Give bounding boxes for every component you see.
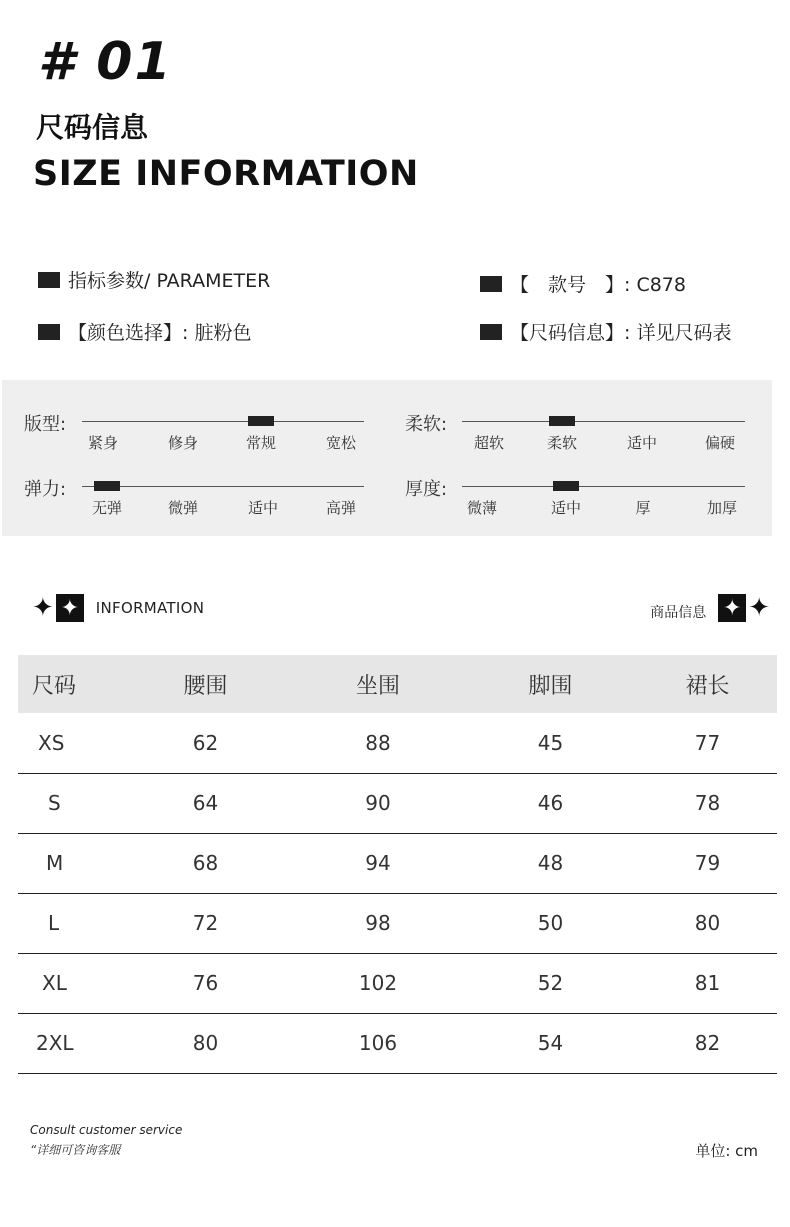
thickness-option: 加厚 — [706, 499, 738, 517]
cell-hem: 45 — [537, 730, 564, 755]
cell-length: 82 — [694, 1031, 721, 1055]
model-number-label: 【 款号 】: C878 — [510, 274, 686, 296]
softness-selected-marker — [549, 416, 575, 426]
four-point-star-icon: ✦ — [56, 594, 84, 622]
cell-hem: 54 — [537, 1031, 564, 1055]
elasticity-selected-marker — [94, 481, 120, 491]
info-bar-right — [650, 594, 770, 622]
cell-hip: 106 — [358, 1031, 398, 1055]
parameter-heading — [38, 266, 270, 293]
four-point-star-icon: ✦ — [32, 593, 54, 623]
fit-selected-marker — [248, 416, 274, 426]
cell-size: L — [48, 911, 60, 935]
header-hip: 坐围 — [355, 673, 400, 699]
four-point-star-icon: ✦ — [748, 593, 770, 623]
cell-length: 81 — [694, 971, 721, 995]
unit-label: 单位: cm — [695, 1142, 758, 1160]
thickness-scale-line — [462, 486, 745, 487]
table-row — [18, 893, 777, 953]
header-length: 裙长 — [685, 673, 730, 699]
elasticity-option: 无弹 — [91, 499, 123, 517]
table-row — [18, 773, 777, 833]
cell-hem: 48 — [537, 851, 564, 875]
consult-note-en: Consult customer service — [30, 1123, 183, 1137]
model-number-line — [480, 270, 686, 297]
square-bullet-icon — [480, 324, 502, 340]
thickness-selected-marker — [553, 481, 579, 491]
section-number: # 01 — [38, 32, 173, 92]
thickness-option: 厚 — [635, 499, 651, 517]
cell-hem: 52 — [537, 971, 564, 995]
elasticity-option: 适中 — [247, 499, 279, 517]
thickness-option: 适中 — [550, 499, 582, 517]
table-row — [18, 833, 777, 893]
softness-option: 适中 — [626, 434, 658, 452]
cell-waist: 68 — [192, 851, 219, 875]
elasticity-scale-line — [82, 486, 364, 487]
cell-length: 79 — [694, 851, 721, 875]
square-bullet-icon — [38, 324, 60, 340]
color-line — [38, 318, 251, 345]
fit-option: 紧身 — [87, 434, 119, 452]
elasticity-option: 高弹 — [325, 499, 357, 517]
table-row — [18, 1013, 777, 1073]
softness-scale-line — [462, 421, 745, 422]
cell-length: 80 — [694, 911, 721, 935]
cell-hip: 94 — [365, 851, 391, 875]
square-bullet-icon — [480, 276, 502, 292]
info-label-en: INFORMATION — [95, 599, 205, 617]
cell-hip: 98 — [365, 911, 391, 935]
thickness-label: 厚度: — [405, 479, 448, 500]
fit-option: 修身 — [167, 434, 199, 452]
header-hem: 脚围 — [528, 673, 573, 699]
cell-waist: 72 — [192, 911, 219, 935]
cell-waist: 80 — [192, 1031, 219, 1055]
cell-waist: 62 — [192, 730, 219, 755]
page-title-en: SIZE INFORMATION — [33, 154, 419, 194]
table-header-row — [18, 655, 777, 713]
cell-length: 77 — [694, 730, 721, 755]
fit-option: 常规 — [245, 434, 277, 452]
thickness-option: 微薄 — [466, 499, 498, 517]
cell-hip: 102 — [358, 971, 398, 995]
elasticity-option: 微弹 — [167, 499, 199, 517]
size-info-label: 【尺码信息】: 详见尺码表 — [510, 322, 732, 344]
cell-hem: 50 — [537, 911, 564, 935]
table-row — [18, 953, 777, 1013]
cell-size: M — [46, 851, 64, 875]
elasticity-label: 弹力: — [24, 479, 67, 500]
size-table — [18, 655, 777, 1074]
info-label-cn: 商品信息 — [650, 605, 707, 621]
softness-option: 柔软 — [546, 434, 578, 452]
cell-waist: 76 — [192, 971, 219, 995]
softness-option: 超软 — [473, 434, 505, 452]
color-label: 【颜色选择】: 脏粉色 — [68, 322, 252, 344]
cell-hem: 46 — [537, 791, 564, 815]
cell-size: XL — [42, 971, 67, 995]
softness-option: 偏硬 — [704, 434, 736, 452]
cell-size: S — [48, 791, 61, 815]
table-row — [18, 713, 777, 773]
fit-option: 宽松 — [325, 434, 357, 452]
page-title-cn: 尺码信息 — [36, 111, 149, 144]
parameter-label: 指标参数/ PARAMETER — [68, 270, 271, 292]
cell-length: 78 — [694, 791, 721, 815]
fit-label: 版型: — [24, 414, 67, 435]
cell-waist: 64 — [192, 791, 219, 815]
cell-size: XS — [38, 730, 65, 755]
header-size: 尺码 — [32, 673, 77, 699]
fit-scale-line — [82, 421, 364, 422]
size-info-line — [480, 318, 731, 345]
consult-note-cn: “详细可咨询客服 — [30, 1143, 121, 1157]
cell-size: 2XL — [36, 1031, 74, 1055]
header-waist: 腰围 — [183, 673, 228, 699]
info-bar-left — [32, 594, 204, 622]
attribute-panel — [2, 380, 772, 536]
cell-hip: 88 — [365, 730, 391, 755]
cell-hip: 90 — [365, 791, 391, 815]
four-point-star-icon: ✦ — [718, 594, 746, 622]
square-bullet-icon — [38, 272, 60, 288]
softness-label: 柔软: — [405, 414, 448, 435]
